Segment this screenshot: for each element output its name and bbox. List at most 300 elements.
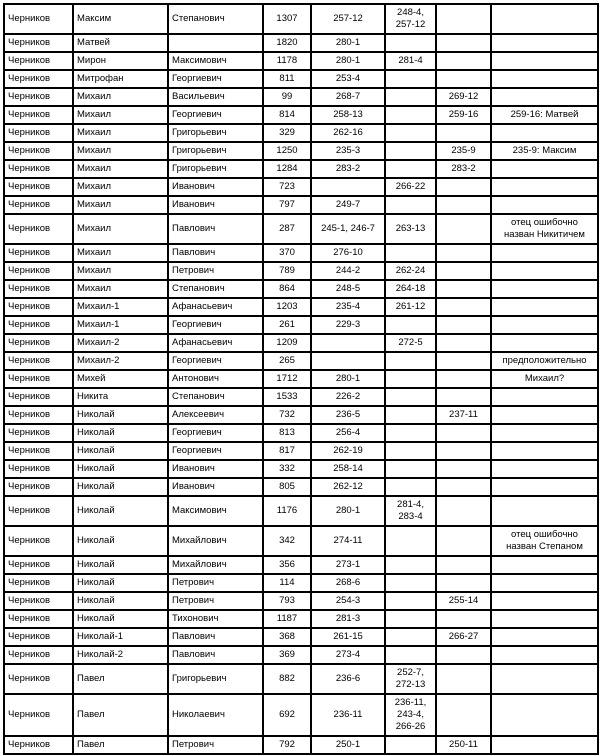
cell-ref-tertiary — [436, 442, 491, 460]
cell-surname: Черников — [4, 142, 73, 160]
cell-patronymic: Павлович — [168, 646, 263, 664]
cell-ref-tertiary — [436, 556, 491, 574]
cell-ref-tertiary — [436, 34, 491, 52]
cell-record-number: 1307 — [263, 4, 311, 34]
cell-ref-tertiary: 237-11 — [436, 406, 491, 424]
cell-ref-primary: 245-1, 246-7 — [311, 214, 385, 244]
cell-ref-secondary — [385, 574, 436, 592]
cell-ref-tertiary — [436, 4, 491, 34]
cell-ref-tertiary — [436, 214, 491, 244]
cell-note — [491, 694, 598, 736]
table-row — [4, 334, 598, 352]
cell-ref-primary — [311, 334, 385, 352]
cell-ref-tertiary — [436, 280, 491, 298]
cell-surname: Черников — [4, 298, 73, 316]
cell-patronymic: Максимович — [168, 496, 263, 526]
cell-ref-secondary: 281-4, 283-4 — [385, 496, 436, 526]
cell-patronymic: Николаевич — [168, 694, 263, 736]
cell-ref-secondary — [385, 244, 436, 262]
cell-note — [491, 592, 598, 610]
table-row — [4, 106, 598, 124]
surname-index-table — [3, 3, 599, 755]
cell-ref-primary: 236-6 — [311, 664, 385, 694]
cell-note — [491, 178, 598, 196]
cell-note — [491, 406, 598, 424]
cell-ref-secondary — [385, 736, 436, 754]
cell-ref-primary: 249-7 — [311, 196, 385, 214]
cell-note — [491, 664, 598, 694]
cell-record-number: 1203 — [263, 298, 311, 316]
cell-patronymic: Михайлович — [168, 556, 263, 574]
cell-note — [491, 316, 598, 334]
cell-surname: Черников — [4, 736, 73, 754]
cell-ref-secondary: 236-11, 243-4, 266-26 — [385, 694, 436, 736]
cell-record-number: 882 — [263, 664, 311, 694]
cell-record-number: 1820 — [263, 34, 311, 52]
cell-surname: Черников — [4, 664, 73, 694]
cell-first-name: Павел — [73, 694, 168, 736]
table-row — [4, 352, 598, 370]
cell-ref-secondary — [385, 460, 436, 478]
cell-first-name: Михаил — [73, 178, 168, 196]
cell-ref-primary: 261-15 — [311, 628, 385, 646]
cell-note — [491, 460, 598, 478]
cell-ref-primary — [311, 352, 385, 370]
cell-ref-secondary: 266-22 — [385, 178, 436, 196]
table-row — [4, 196, 598, 214]
cell-patronymic: Георгиевич — [168, 442, 263, 460]
cell-ref-tertiary — [436, 298, 491, 316]
cell-ref-tertiary — [436, 646, 491, 664]
cell-ref-primary: 253-4 — [311, 70, 385, 88]
cell-surname: Черников — [4, 460, 73, 478]
cell-ref-primary: 258-13 — [311, 106, 385, 124]
table-row — [4, 526, 598, 556]
cell-record-number: 114 — [263, 574, 311, 592]
cell-record-number: 789 — [263, 262, 311, 280]
table-row — [4, 178, 598, 196]
cell-surname: Черников — [4, 694, 73, 736]
cell-record-number: 1533 — [263, 388, 311, 406]
cell-surname: Черников — [4, 334, 73, 352]
cell-surname: Черников — [4, 178, 73, 196]
cell-surname: Черников — [4, 4, 73, 34]
cell-first-name: Михаил-2 — [73, 334, 168, 352]
cell-patronymic — [168, 34, 263, 52]
cell-ref-primary: 244-2 — [311, 262, 385, 280]
cell-patronymic: Григорьевич — [168, 160, 263, 178]
table-row — [4, 646, 598, 664]
cell-ref-primary: 254-3 — [311, 592, 385, 610]
cell-patronymic: Григорьевич — [168, 124, 263, 142]
cell-note — [491, 244, 598, 262]
cell-ref-tertiary — [436, 370, 491, 388]
cell-record-number: 1250 — [263, 142, 311, 160]
cell-ref-primary: 280-1 — [311, 34, 385, 52]
cell-note: отец ошибочно назван Степаном — [491, 526, 598, 556]
cell-first-name: Михаил-2 — [73, 352, 168, 370]
cell-ref-primary: 229-3 — [311, 316, 385, 334]
cell-record-number: 1178 — [263, 52, 311, 70]
cell-ref-tertiary — [436, 526, 491, 556]
table-row — [4, 610, 598, 628]
cell-note: 235-9: Максим — [491, 142, 598, 160]
cell-ref-primary: 262-19 — [311, 442, 385, 460]
cell-first-name: Михаил — [73, 106, 168, 124]
cell-ref-secondary — [385, 70, 436, 88]
cell-record-number: 732 — [263, 406, 311, 424]
table-row — [4, 592, 598, 610]
cell-first-name: Николай — [73, 592, 168, 610]
cell-note — [491, 736, 598, 754]
cell-patronymic: Георгиевич — [168, 352, 263, 370]
cell-ref-secondary — [385, 628, 436, 646]
cell-patronymic: Иванович — [168, 478, 263, 496]
cell-patronymic: Афанасьевич — [168, 298, 263, 316]
cell-patronymic: Михайлович — [168, 526, 263, 556]
cell-ref-secondary — [385, 442, 436, 460]
cell-record-number: 814 — [263, 106, 311, 124]
cell-first-name: Михаил — [73, 244, 168, 262]
cell-patronymic: Георгиевич — [168, 70, 263, 88]
cell-patronymic: Степанович — [168, 280, 263, 298]
cell-note — [491, 262, 598, 280]
cell-ref-secondary: 281-4 — [385, 52, 436, 70]
cell-ref-tertiary — [436, 262, 491, 280]
cell-first-name: Михаил — [73, 88, 168, 106]
cell-ref-tertiary — [436, 334, 491, 352]
cell-ref-primary: 273-4 — [311, 646, 385, 664]
cell-record-number: 261 — [263, 316, 311, 334]
cell-surname: Черников — [4, 370, 73, 388]
cell-ref-primary: 248-5 — [311, 280, 385, 298]
table-row — [4, 628, 598, 646]
cell-ref-secondary — [385, 526, 436, 556]
cell-ref-primary: 235-4 — [311, 298, 385, 316]
cell-ref-secondary — [385, 370, 436, 388]
cell-ref-tertiary — [436, 352, 491, 370]
cell-surname: Черников — [4, 424, 73, 442]
cell-ref-tertiary — [436, 574, 491, 592]
cell-first-name: Михаил — [73, 160, 168, 178]
table-row — [4, 460, 598, 478]
table-row — [4, 4, 598, 34]
cell-record-number: 792 — [263, 736, 311, 754]
cell-ref-secondary: 252-7, 272-13 — [385, 664, 436, 694]
cell-ref-primary: 256-4 — [311, 424, 385, 442]
cell-ref-tertiary: 283-2 — [436, 160, 491, 178]
table-row — [4, 124, 598, 142]
cell-ref-secondary — [385, 106, 436, 124]
cell-note — [491, 496, 598, 526]
cell-ref-tertiary — [436, 70, 491, 88]
cell-patronymic: Петрович — [168, 592, 263, 610]
cell-ref-secondary: 272-5 — [385, 334, 436, 352]
cell-first-name: Мирон — [73, 52, 168, 70]
cell-first-name: Николай-2 — [73, 646, 168, 664]
table-row — [4, 280, 598, 298]
cell-surname: Черников — [4, 592, 73, 610]
cell-first-name: Максим — [73, 4, 168, 34]
cell-surname: Черников — [4, 610, 73, 628]
cell-ref-tertiary — [436, 664, 491, 694]
cell-note: 259-16: Матвей — [491, 106, 598, 124]
cell-surname: Черников — [4, 574, 73, 592]
table-row — [4, 244, 598, 262]
cell-patronymic: Максимович — [168, 52, 263, 70]
cell-note — [491, 160, 598, 178]
cell-surname: Черников — [4, 442, 73, 460]
cell-first-name: Николай — [73, 526, 168, 556]
cell-ref-tertiary — [436, 178, 491, 196]
table-row — [4, 496, 598, 526]
cell-first-name: Матвей — [73, 34, 168, 52]
cell-ref-secondary — [385, 646, 436, 664]
cell-record-number: 692 — [263, 694, 311, 736]
table-row — [4, 52, 598, 70]
cell-surname: Черников — [4, 526, 73, 556]
cell-ref-tertiary: 266-27 — [436, 628, 491, 646]
cell-ref-primary: 257-12 — [311, 4, 385, 34]
cell-surname: Черников — [4, 124, 73, 142]
cell-ref-tertiary: 255-14 — [436, 592, 491, 610]
cell-ref-primary: 276-10 — [311, 244, 385, 262]
cell-first-name: Михаил-1 — [73, 298, 168, 316]
cell-patronymic: Григорьевич — [168, 664, 263, 694]
cell-patronymic: Иванович — [168, 460, 263, 478]
cell-patronymic: Георгиевич — [168, 106, 263, 124]
cell-ref-tertiary: 235-9 — [436, 142, 491, 160]
table-row — [4, 142, 598, 160]
cell-ref-tertiary — [436, 424, 491, 442]
cell-ref-tertiary — [436, 52, 491, 70]
cell-patronymic: Петрович — [168, 262, 263, 280]
cell-ref-tertiary — [436, 244, 491, 262]
cell-ref-primary: 250-1 — [311, 736, 385, 754]
cell-ref-secondary: 248-4, 257-12 — [385, 4, 436, 34]
table-row — [4, 70, 598, 88]
cell-ref-secondary — [385, 556, 436, 574]
cell-surname: Черников — [4, 52, 73, 70]
cell-record-number: 329 — [263, 124, 311, 142]
cell-ref-secondary — [385, 352, 436, 370]
cell-ref-tertiary — [436, 460, 491, 478]
cell-ref-primary: 262-12 — [311, 478, 385, 496]
cell-surname: Черников — [4, 406, 73, 424]
cell-patronymic: Георгиевич — [168, 316, 263, 334]
cell-note — [491, 124, 598, 142]
cell-ref-primary: 268-6 — [311, 574, 385, 592]
cell-surname: Черников — [4, 628, 73, 646]
cell-ref-secondary — [385, 478, 436, 496]
cell-ref-primary: 226-2 — [311, 388, 385, 406]
cell-first-name: Павел — [73, 664, 168, 694]
cell-patronymic: Иванович — [168, 178, 263, 196]
cell-ref-primary: 280-1 — [311, 52, 385, 70]
cell-ref-tertiary — [436, 610, 491, 628]
cell-surname: Черников — [4, 556, 73, 574]
table-row — [4, 478, 598, 496]
cell-record-number: 723 — [263, 178, 311, 196]
cell-surname: Черников — [4, 478, 73, 496]
cell-record-number: 811 — [263, 70, 311, 88]
cell-surname: Черников — [4, 388, 73, 406]
cell-note — [491, 52, 598, 70]
cell-surname: Черников — [4, 106, 73, 124]
cell-record-number: 342 — [263, 526, 311, 556]
cell-surname: Черников — [4, 496, 73, 526]
cell-patronymic: Григорьевич — [168, 142, 263, 160]
table-row — [4, 88, 598, 106]
cell-note — [491, 334, 598, 352]
table-row — [4, 442, 598, 460]
cell-note — [491, 280, 598, 298]
cell-patronymic: Васильевич — [168, 88, 263, 106]
cell-record-number: 797 — [263, 196, 311, 214]
cell-record-number: 813 — [263, 424, 311, 442]
cell-ref-tertiary — [436, 316, 491, 334]
cell-ref-primary: 281-3 — [311, 610, 385, 628]
cell-note — [491, 628, 598, 646]
cell-surname: Черников — [4, 196, 73, 214]
cell-ref-primary: 274-11 — [311, 526, 385, 556]
cell-first-name: Михаил — [73, 280, 168, 298]
cell-first-name: Николай — [73, 424, 168, 442]
cell-patronymic: Павлович — [168, 628, 263, 646]
cell-ref-secondary — [385, 316, 436, 334]
cell-patronymic: Петрович — [168, 736, 263, 754]
cell-first-name: Николай — [73, 478, 168, 496]
cell-note — [491, 88, 598, 106]
cell-record-number: 332 — [263, 460, 311, 478]
cell-surname: Черников — [4, 316, 73, 334]
cell-record-number: 805 — [263, 478, 311, 496]
cell-ref-primary: 262-16 — [311, 124, 385, 142]
cell-note — [491, 4, 598, 34]
cell-note — [491, 610, 598, 628]
table-row — [4, 574, 598, 592]
cell-patronymic: Антонович — [168, 370, 263, 388]
cell-patronymic: Павлович — [168, 214, 263, 244]
cell-first-name: Николай — [73, 556, 168, 574]
cell-record-number: 1187 — [263, 610, 311, 628]
cell-note: отец ошибочно назван Никитичем — [491, 214, 598, 244]
cell-surname: Черников — [4, 280, 73, 298]
cell-first-name: Николай — [73, 406, 168, 424]
cell-patronymic: Георгиевич — [168, 424, 263, 442]
cell-record-number: 793 — [263, 592, 311, 610]
cell-first-name: Митрофан — [73, 70, 168, 88]
cell-surname: Черников — [4, 88, 73, 106]
cell-ref-secondary: 262-24 — [385, 262, 436, 280]
cell-patronymic: Петрович — [168, 574, 263, 592]
cell-patronymic: Павлович — [168, 244, 263, 262]
cell-note — [491, 574, 598, 592]
cell-ref-secondary — [385, 424, 436, 442]
cell-ref-secondary — [385, 592, 436, 610]
cell-note — [491, 70, 598, 88]
cell-record-number: 1176 — [263, 496, 311, 526]
cell-ref-primary: 235-3 — [311, 142, 385, 160]
cell-surname: Черников — [4, 352, 73, 370]
cell-ref-secondary — [385, 124, 436, 142]
cell-note — [491, 442, 598, 460]
cell-patronymic: Иванович — [168, 196, 263, 214]
table-row — [4, 316, 598, 334]
cell-note — [491, 34, 598, 52]
cell-patronymic: Степанович — [168, 388, 263, 406]
cell-note — [491, 298, 598, 316]
cell-first-name: Михаил — [73, 214, 168, 244]
cell-record-number: 1712 — [263, 370, 311, 388]
cell-ref-tertiary — [436, 478, 491, 496]
cell-ref-primary: 236-11 — [311, 694, 385, 736]
cell-ref-tertiary — [436, 694, 491, 736]
cell-note — [491, 646, 598, 664]
cell-patronymic: Алексеевич — [168, 406, 263, 424]
cell-patronymic: Степанович — [168, 4, 263, 34]
cell-ref-secondary — [385, 160, 436, 178]
cell-ref-secondary: 263-13 — [385, 214, 436, 244]
cell-first-name: Никита — [73, 388, 168, 406]
cell-ref-secondary — [385, 610, 436, 628]
cell-first-name: Михей — [73, 370, 168, 388]
cell-record-number: 817 — [263, 442, 311, 460]
cell-note: предположительно — [491, 352, 598, 370]
cell-ref-secondary — [385, 88, 436, 106]
cell-ref-primary: 273-1 — [311, 556, 385, 574]
cell-record-number: 287 — [263, 214, 311, 244]
table-row — [4, 664, 598, 694]
cell-first-name: Павел — [73, 736, 168, 754]
table-row — [4, 262, 598, 280]
table-row — [4, 694, 598, 736]
cell-ref-tertiary: 259-16 — [436, 106, 491, 124]
cell-note — [491, 388, 598, 406]
cell-surname: Черников — [4, 214, 73, 244]
cell-note — [491, 556, 598, 574]
cell-first-name: Николай — [73, 442, 168, 460]
cell-ref-tertiary: 269-12 — [436, 88, 491, 106]
cell-record-number: 1209 — [263, 334, 311, 352]
cell-first-name: Николай-1 — [73, 628, 168, 646]
cell-first-name: Михаил — [73, 124, 168, 142]
cell-record-number: 265 — [263, 352, 311, 370]
cell-ref-secondary — [385, 34, 436, 52]
table-row — [4, 388, 598, 406]
cell-record-number: 369 — [263, 646, 311, 664]
cell-ref-secondary: 264-18 — [385, 280, 436, 298]
cell-ref-secondary — [385, 196, 436, 214]
table-row — [4, 556, 598, 574]
cell-first-name: Николай — [73, 496, 168, 526]
cell-patronymic: Афанасьевич — [168, 334, 263, 352]
cell-ref-primary: 280-1 — [311, 496, 385, 526]
cell-first-name: Николай — [73, 574, 168, 592]
cell-ref-primary: 268-7 — [311, 88, 385, 106]
cell-ref-tertiary — [436, 496, 491, 526]
table-row — [4, 736, 598, 754]
cell-note: Михаил? — [491, 370, 598, 388]
cell-record-number: 356 — [263, 556, 311, 574]
cell-ref-primary: 236-5 — [311, 406, 385, 424]
cell-record-number: 370 — [263, 244, 311, 262]
cell-note — [491, 196, 598, 214]
cell-ref-tertiary: 250-11 — [436, 736, 491, 754]
cell-surname: Черников — [4, 70, 73, 88]
cell-note — [491, 478, 598, 496]
cell-first-name: Николай — [73, 460, 168, 478]
